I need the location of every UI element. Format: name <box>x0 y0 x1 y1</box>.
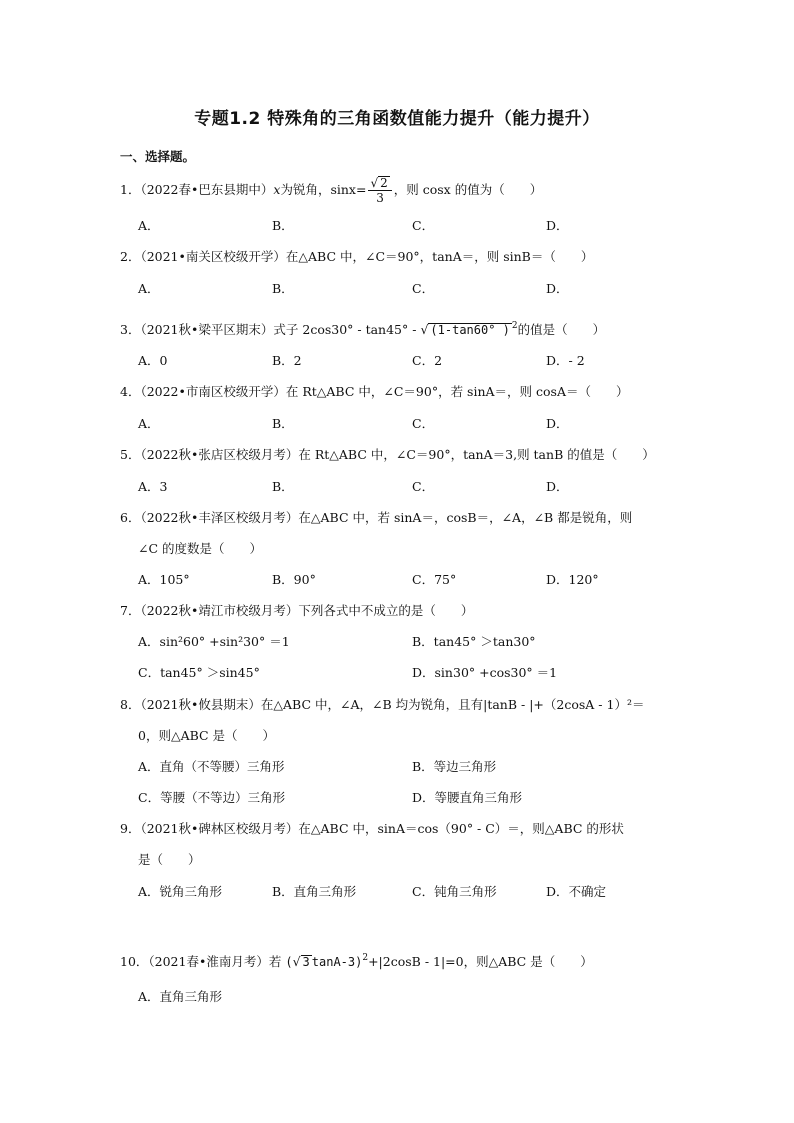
question-7-option-a[interactable]: A．sin²60° +sin²30° ＝1 <box>138 634 290 649</box>
page-title: 专题1.2 特殊角的三角函数值能力提升（能力提升） <box>194 109 600 129</box>
question-4-option-b[interactable]: B． <box>272 416 294 431</box>
fraction-sqrt2-over-3: $\frac{√ 2}{3}$ <box>368 176 391 205</box>
question-10-stem: 10．（2021春•淮南月考）若 (√ 3 tanA-3)$^2$+|2cosB - 1|=0，则△ABC 是（ ） <box>120 953 593 969</box>
question-7-stem: 7．（2022秋•靖江市校级月考）下列各式中不成立的是（ ） <box>120 603 474 618</box>
question-9-option-a[interactable]: A．锐角三角形 <box>138 884 223 899</box>
question-2-option-c[interactable]: C． <box>412 281 435 296</box>
question-1-option-a[interactable]: A． <box>138 218 160 233</box>
question-1-stem: 1．（2022春•巴东县期中）x为锐角，sinx= $\frac{√ 2}{3}$ ，则 cosx 的值为（ ） <box>120 176 543 205</box>
question-5-stem: 5．（2022秋•张店区校级月考）在 Rt△ABC 中，∠C＝90°，tanA＝3,则 tanB 的值是（ ） <box>120 447 655 462</box>
question-5-option-d[interactable]: D． <box>546 479 569 494</box>
question-8-option-a[interactable]: A．直角（不等腰）三角形 <box>138 759 285 774</box>
question-5-option-a[interactable]: A．3 <box>138 479 168 494</box>
question-6-option-c[interactable]: C．75° <box>412 572 457 587</box>
question-2-option-a[interactable]: A． <box>138 281 160 296</box>
question-8-stem-cont: 0，则△ABC 是（ ） <box>138 728 276 743</box>
question-9-option-b[interactable]: B．直角三角形 <box>272 884 357 899</box>
question-6-option-a[interactable]: A．105° <box>138 572 190 587</box>
question-7-option-c[interactable]: C．tan45° ＞sin45° <box>138 665 260 680</box>
question-3-stem: 3．（2021秋•梁平区期末）式子 2cos30° - tan45° - √ (1-tan60° ) $^2$的值是（ ） <box>120 321 606 337</box>
question-9-option-c[interactable]: C．钝角三角形 <box>412 884 497 899</box>
question-2-option-b[interactable]: B． <box>272 281 294 296</box>
question-3-option-d[interactable]: D．- 2 <box>546 353 585 368</box>
question-1-option-b[interactable]: B． <box>272 218 294 233</box>
question-8-stem: 8．（2021秋•攸县期末）在△ABC 中，∠A，∠B 均为锐角，且有|tanB - |+（2cosA - 1）²＝ <box>120 697 645 712</box>
question-3-option-a[interactable]: A．0 <box>138 353 168 368</box>
question-8-option-b[interactable]: B．等边三角形 <box>412 759 497 774</box>
question-9-option-d[interactable]: D．不确定 <box>546 884 607 899</box>
question-9-stem-cont: 是（ ） <box>138 852 201 867</box>
question-6-stem-cont: ∠C 的度数是（ ） <box>138 541 263 556</box>
question-4-stem: 4．（2022•市南区校级开学）在 Rt△ABC 中，∠C＝90°，若 sinA＝，则 cosA＝（ ） <box>120 384 629 399</box>
question-3-option-b[interactable]: B．2 <box>272 353 302 368</box>
question-4-option-d[interactable]: D． <box>546 416 569 431</box>
question-4-option-c[interactable]: C． <box>412 416 435 431</box>
question-2-stem: 2．（2021•南关区校级开学）在△ABC 中，∠C＝90°，tanA＝，则 sinB＝（ ） <box>120 249 594 264</box>
question-7-option-b[interactable]: B．tan45° ＞tan30° <box>412 634 536 649</box>
question-8-option-c[interactable]: C．等腰（不等边）三角形 <box>138 790 286 805</box>
question-1-option-d[interactable]: D． <box>546 218 569 233</box>
question-4-option-a[interactable]: A． <box>138 416 160 431</box>
section-heading: 一、选择题。 <box>120 149 196 164</box>
question-6-option-b[interactable]: B．90° <box>272 572 316 587</box>
question-9-stem: 9．（2021秋•碑林区校级月考）在△ABC 中，sinA＝cos（90° - C）＝，则△ABC 的形状 <box>120 821 624 836</box>
question-10-option-a[interactable]: A．直角三角形 <box>138 989 223 1004</box>
question-6-stem: 6．（2022秋•丰泽区校级月考）在△ABC 中，若 sinA＝，cosB＝，∠A，∠B 都是锐角，则 <box>120 510 633 525</box>
question-1-option-c[interactable]: C． <box>412 218 435 233</box>
question-8-option-d[interactable]: D．等腰直角三角形 <box>412 790 523 805</box>
radical-expression: (1-tan60° ) <box>430 323 510 337</box>
question-2-option-d[interactable]: D． <box>546 281 569 296</box>
question-6-option-d[interactable]: D．120° <box>546 572 599 587</box>
question-5-option-c[interactable]: C． <box>412 479 435 494</box>
question-7-option-d[interactable]: D．sin30° +cos30° ＝1 <box>412 665 558 680</box>
question-3-option-c[interactable]: C．2 <box>412 353 443 368</box>
question-5-option-b[interactable]: B． <box>272 479 294 494</box>
